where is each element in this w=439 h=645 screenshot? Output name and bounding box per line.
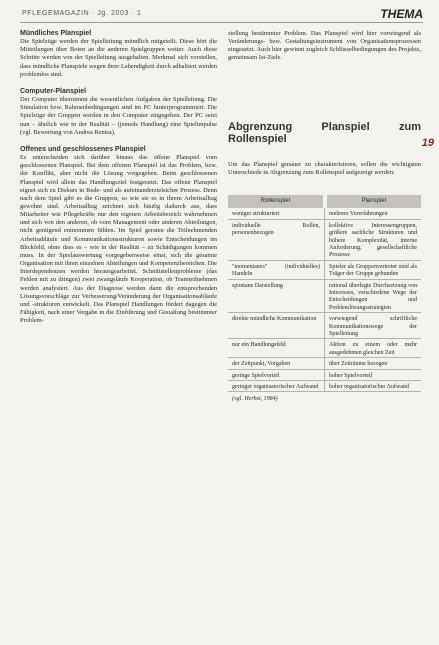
table-row xyxy=(228,279,421,313)
table-row xyxy=(228,369,421,380)
page-number: 19 xyxy=(421,137,434,149)
table-cell: Aktion zu einem oder mehr ausgedehnten gleichen Zeit xyxy=(325,339,422,358)
heading-computer-simulation: Computer-Planspiel xyxy=(20,87,87,95)
table-cell: spontane Darstellung xyxy=(228,279,325,313)
heading-open-closed-simulation: Offenes und geschlossenes Planspiel xyxy=(20,145,146,153)
paragraph-comparison-intro: Um das Planspiel genauer zu charakterisieren, sollen die wichtigsten Unterschiede in Abgrenzung zum Rollenspiel aufgezeigt werden: xyxy=(228,160,421,176)
heading-oral-simulation: Mündliches Planspiel xyxy=(20,30,92,37)
table-source: (vgl. Herbst, 1984) xyxy=(232,396,278,403)
table-header-row xyxy=(228,195,421,208)
section-title: THEMA xyxy=(380,7,423,21)
table-cell: geringe Spielvorteil xyxy=(228,369,325,380)
table-cell: geringer organisatorischer Aufwand xyxy=(228,381,325,392)
table-cell: kollektive Interessengruppen, größere sachliche Strukturen und höhere Komplexität, interne Anforderung, gesellschaftliche Prozesse xyxy=(325,219,422,260)
heading-comparison: Abgrenzung Planspiel zum Rollenspiel xyxy=(228,120,421,145)
table-cell: der Zeitpunkt, Vorgaben xyxy=(228,358,325,369)
table-row xyxy=(228,260,421,279)
table-row xyxy=(228,313,421,339)
right-column xyxy=(228,30,421,404)
table-cell: rational überlegte Durchsetzung von Interessen, verschiedene Wege der Entscheidungen und Problemlösungsstrategien xyxy=(325,279,422,313)
header-rule xyxy=(20,22,423,23)
paragraph-computer-simulation: Der Computer übernimmt die wesentlichen Aufgaben der Spielleitung. Die Simulation bzw. Rahmenbedingungen sind im PC hinterprogrammiert. Die Spielzüge der Gruppen werden in den Computer eingegeben. Der PC setzt nun – ähnlich wie in der Realität – (jemeds Handlung) eine Spielimpulse (vgl. Bewertung von Andrea Rentsa). xyxy=(20,96,217,136)
header-left: PFLEGEMAGAZIN · Jg. 2003 · 1 xyxy=(22,10,142,17)
table-header-roleplay: Rollenspiel xyxy=(228,195,325,208)
paragraph-open-closed-simulation: Es unterscheiden sich darüber hinaus das offene Planspiel vom geschlossenen Planspiel. Bei dem offenen Planspiel ist das Problem, bzw. der Konflikt, aber nicht die Lösung vorgegeben. Beim geschlossenen Planspiel wird allein das Handlungsziel festgesetzt. Das offene Planspiel eignet sich zu Diskurs in Rede- und als aufeinanderzielsicher Prozess. Denn nach dem Spiel gibt es die Gruppen, so wie sie es in ihrem Arbeitsalltag gewohnt sind. Arbeitsalltag zeichnet sich häufig dadurch aus, dass Mitarbeiter wie Pflegekräfte nur den eigenen Arbeitsbereich wahrnehmen und sich von den anderen, ob vom Management oder anderen Abteilungen, nicht genügend entnommen fühlen. Im Spiel geraten die Teilnehmenden Arbeitsabläufe und Kommunikationsstrukturen sowie Entscheidungen im Blickfeld, ohne dass es – wie in der Realität – zu Schädigungen kommen muss. In der Spielauswertung vorgegebenweise einst, sich die gesamte Organisation mit ihren einzelnen Abteilungen und Kompetenzbereichen. Die Interdependenzen werden herausgearbeitet. Schnittstellenprobleme (das Fehlen mit zu dringen) zwei zwangsläufe Kooperation, ob Teamteilnehmen werden analysiert. Aus der Diagnose werden dann die entsprechenden Lösungsvorschläge zur Verbesserung/Veränderung der Organisationsabläufe und -strukturen entwickelt. Das Planspiel Handlungen fördert dagegen die Fähigkeit, nach einer Vorgabe in die Einführung und Gestaltung bestimmter Problem- xyxy=(20,154,217,325)
comparison-table xyxy=(228,195,421,393)
table-cell: Spieler als Gruppenvertreter sind als Träger der Gruppe gebunden xyxy=(325,260,422,279)
paragraph-continuation: stellung bestimmter Problem. Das Planspiel wird hier vorwiegend als Veränderungs- bzw. Gestaltungsinstrument von Organisationsprozessen eingesetzt. Auch hier gewinnt zugleich Schlüsselbedingungen des Projekts, gemeinsam Ist-Ziele. xyxy=(228,30,421,62)
table-row xyxy=(228,358,421,369)
table-cell: individuelle Rollen, personenbezogen xyxy=(228,219,325,260)
table-row xyxy=(228,219,421,260)
table-header-simulation: Planspiel xyxy=(325,195,422,208)
table-cell: hoher Spielvorteil xyxy=(325,369,422,380)
table-cell: weniger strukturiert xyxy=(228,208,325,219)
table-cell: nur ein Handlungsfeld xyxy=(228,339,325,358)
paragraph-oral-simulation: Die Spielzüge werden der Spielleitung mündlich mitgeteilt. Diese hört die Mitteilungen über Boten an die anderen Spielgruppen weiter. Auch diese Schritte werden von der Spielleitung ausgehalten. Merkmal sich vorstellen, dass mündliche Planspiele wegen ihrer Lebendigkeit durch adhaltiert werden problemlos sind. xyxy=(20,38,217,78)
left-column xyxy=(20,30,217,334)
table-cell: mehrere Vorerfahrungen xyxy=(325,208,422,219)
table-row xyxy=(228,339,421,358)
table-cell: vorwiegend schriftliche Kommunikationswege der Spielleitung xyxy=(325,313,422,339)
table-cell: hoher organisatorischer Aufwand xyxy=(325,381,422,392)
table-row xyxy=(228,381,421,392)
table-cell: "momentanes" (individuelles) Handeln xyxy=(228,260,325,279)
table-row xyxy=(228,208,421,219)
table-cell: direkte mündliche Kommunikation xyxy=(228,313,325,339)
table-cell: über Zeiträume bezogen xyxy=(325,358,422,369)
